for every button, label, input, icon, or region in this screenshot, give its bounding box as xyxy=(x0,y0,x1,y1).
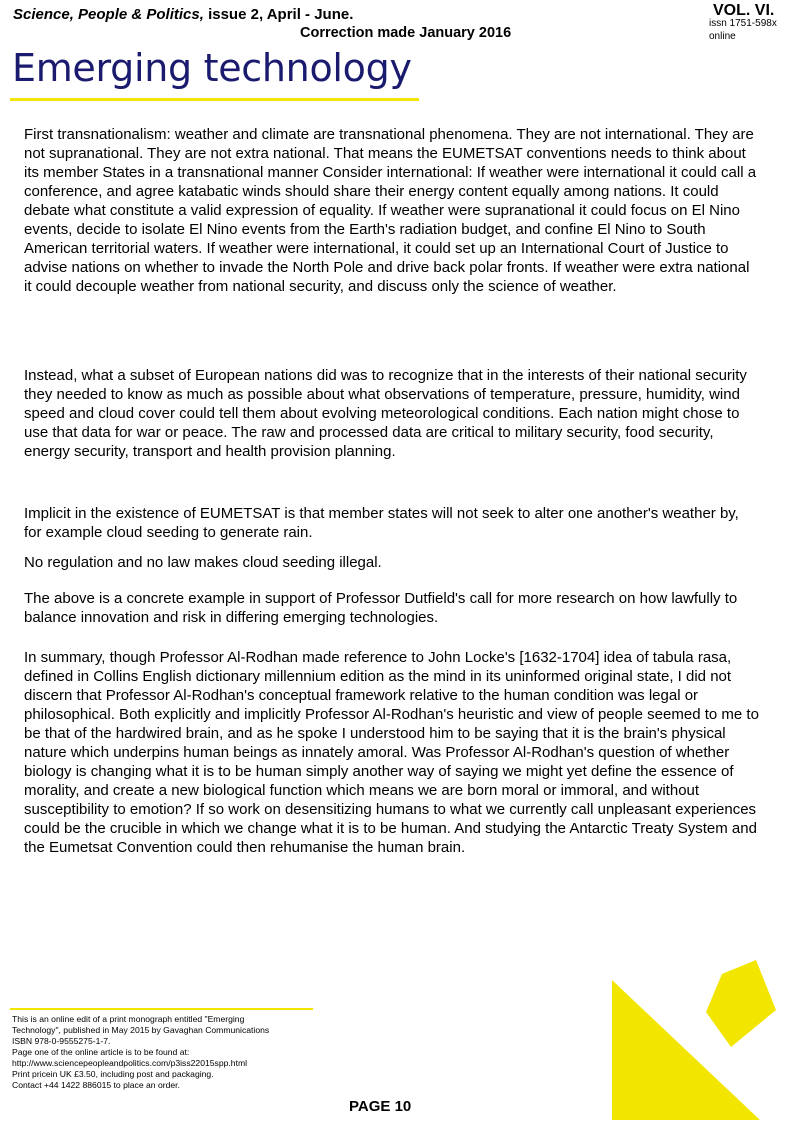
volume-label: VOL. VI. xyxy=(713,2,775,19)
correction-note: Correction made January 2016 xyxy=(300,25,512,41)
footer-line: Technology", published in May 2015 by Gavaghan Communications xyxy=(12,1025,270,1035)
footer-line: ISBN 978-0-9555275-1-7. xyxy=(12,1036,111,1046)
yellow-diamond-icon xyxy=(706,960,776,1047)
footer-line: Contact +44 1422 886015 to place an order. xyxy=(12,1080,180,1090)
title-underline xyxy=(10,98,419,101)
paragraph-4: No regulation and no law makes cloud seeding illegal. xyxy=(24,554,382,571)
footer-line: This is an online edit of a print monograph entitled "Emerging xyxy=(12,1014,245,1024)
issue-info: issue 2, April - June. xyxy=(203,6,354,23)
footer-line: Print pricein UK £3.50, including post and packaging. xyxy=(12,1069,214,1079)
yellow-triangle-diamond-logo-icon xyxy=(610,960,795,1120)
journal-name: Science, People & Politics, xyxy=(13,6,204,23)
online-label: online xyxy=(709,31,736,42)
issn-label: issn 1751-598x xyxy=(709,18,777,29)
paragraph-5: The above is a concrete example in support of Professor Dutfield's call for more research on how lawfully to balance innovation and risk in differing emerging technologies. xyxy=(24,590,738,626)
journal-header xyxy=(13,6,353,23)
paragraph-2: Instead, what a subset of European nations did was to recognize that in the interests of their national security they needed to know as much as possible about what observations of temperature, pressure, humidity, wind speed and cloud cover could tell them about evolving meteorological conditions. Each nation might chose to use that data for war or peace. The raw and processed data are critical to military security, food security, energy security, transport and health provision planning. xyxy=(24,367,747,460)
paragraph-6: In summary, though Professor Al-Rodhan made reference to John Locke's [1632-1704] idea of tabula rasa, defined in Collins English dictionary millennium edition as the mind in its uninformed original state, I did not discern that Professor Al-Rodhan's conceptual framework relative to the human condition was legal or philosophical. Both explicitly and implicitly Professor Al-Rodhan's heuristic and view of people seemed to me to be that of the hardwired brain, and as he spoke I understood him to be saying that it is the brain's physical nature which underpins human beings as innately amoral. Was Professor Al-Rodhan's question of whether biology is changing what it is to be human simply another way of saying we might yet define the essence of morality, and create a new biological function which means we are born moral or immoral, and without susceptibility to emotion? If so work on desensitizing humans to what we currently call unpleasant experiences could be the crucible in which we change what it is to be human. And studying the Antarctic Treaty System and the Eumetsat Convention could then rehumanise the human brain. xyxy=(24,649,759,856)
footer-rule xyxy=(10,1008,313,1010)
paragraph-3: Implicit in the existence of EUMETSAT is that member states will not seek to alter one another's weather by, for example cloud seeding to generate rain. xyxy=(24,505,739,541)
footer-line: http://www.sciencepeopleandpolitics.com/p3iss22015spp.html xyxy=(12,1058,248,1068)
page-number: PAGE 10 xyxy=(349,1098,412,1115)
page-title: Emerging technology xyxy=(12,46,412,90)
paragraph-1: First transnationalism: weather and climate are transnational phenomena. They are not international. They are not supranational. They are not extra national. That means the EUMETSAT conventions needs to think about its member States in a transnational manner Consider international: If weather were international it could call a conference, and agree katabatic winds should share their energy content equally among nations. It could debate what constitute a valid expression of equality. If weather were supranational it could focus on El Nino events, decide to isolate El Nino events from the Earth's radiation budget, and confine El Nino to South American territorial waters. If weather were international, it could set up an International Court of Justice to advise nations on whether to invade the North Pole and drive back polar fronts. If weather were extra national it could decouple weather from national security, and discuss only the science of weather. xyxy=(24,126,757,295)
footer-line: Page one of the online article is to be found at: xyxy=(12,1047,190,1057)
